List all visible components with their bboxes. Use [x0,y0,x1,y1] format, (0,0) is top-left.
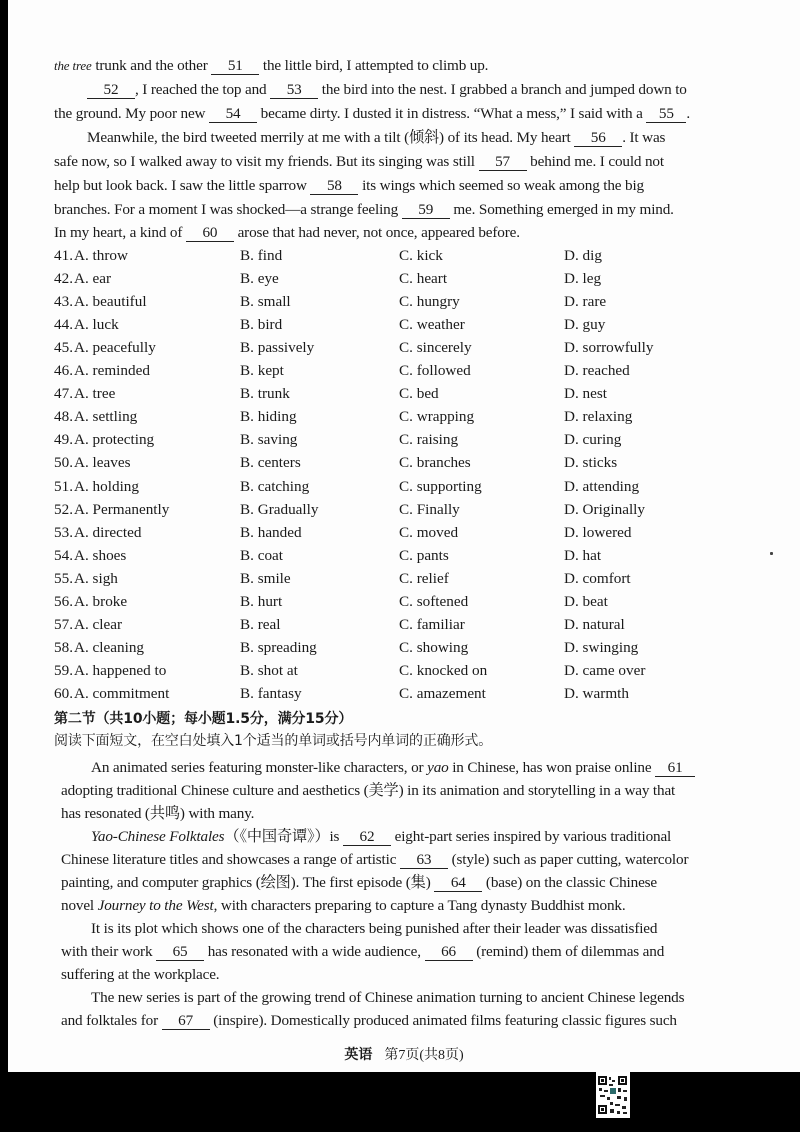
option-row [8,383,800,405]
option-d: D. relaxing [564,408,633,426]
passage-line: the tree trunk and the other 51 the little bird, I attempted to climb up. [54,57,489,74]
blank-52: 52 [87,82,135,99]
option-b: B. centers [240,454,301,472]
blank-66: 66 [425,944,473,961]
passage-line: help but look back. I saw the little sparrow 58 its wings which seemed so weak among the big [54,177,644,194]
blank-59: 59 [402,202,450,219]
blank-57: 57 [479,154,527,171]
option-a: A. ear [74,270,112,288]
option-b: B. hurt [240,592,283,610]
option-row [8,291,800,313]
option-d: D. came over [564,661,646,679]
passage-line: Yao-Chinese Folktales（《中国奇谭》）is 62 eight-part series inspired by various traditional [91,828,672,845]
question-number: 60. [54,684,73,702]
option-c: C. knocked on [399,661,488,679]
option-c: C. sincerely [399,339,472,357]
question-number: 46. [54,362,73,380]
blank-63: 63 [400,852,448,869]
question-number: 55. [54,569,73,587]
option-b: B. hiding [240,408,297,426]
option-row [8,568,800,590]
passage-line: suffering at the workplace. [61,966,220,983]
passage-line: Chinese literature titles and showcases a range of artistic 63 (style) such as paper cutting, watercolor [61,851,689,868]
option-b: B. saving [240,431,298,449]
question-number: 51. [54,477,73,495]
option-a: A. directed [74,523,142,541]
option-b: B. eye [240,270,279,288]
question-number: 43. [54,293,73,311]
question-number: 52. [54,500,73,518]
blank-58: 58 [310,178,358,195]
option-row [8,360,800,382]
option-d: D. leg [564,270,602,288]
blank-60: 60 [186,225,234,242]
qr-code-icon[interactable] [596,1072,630,1118]
option-d: D. hat [564,546,602,564]
option-row [8,406,800,428]
option-b: B. catching [240,477,310,495]
option-row [8,683,800,705]
option-c: C. branches [399,454,471,472]
option-d: D. sorrowfully [564,339,654,357]
option-b: B. shot at [240,661,298,679]
option-b: B. trunk [240,385,290,403]
option-a: A. happened to [74,661,167,679]
question-number: 57. [54,615,73,633]
option-d: D. dig [564,247,602,264]
option-a: A. broke [74,592,128,610]
question-number: 41. [54,247,73,264]
option-a: A. cleaning [74,638,145,656]
blank-54: 54 [209,106,257,123]
option-row [8,614,800,636]
option-b: B. kept [240,362,284,380]
passage-line: with their work 65 has resonated with a wide audience, 66 (remind) them of dilemmas and [61,943,665,960]
option-d: D. Originally [564,500,645,518]
option-d: D. comfort [564,569,631,587]
option-d: D. attending [564,477,640,495]
option-a: A. tree [74,385,116,403]
passage-line: The new series is part of the growing trend of Chinese animation turning to ancient Chinese legends [91,989,685,1006]
option-c: C. supporting [399,477,482,495]
question-number: 44. [54,316,73,334]
option-row [8,429,800,451]
blank-61: 61 [655,760,695,777]
question-number: 58. [54,638,73,656]
passage-line: It is its plot which shows one of the characters being punished after their leader was dissatisfied [91,920,658,937]
passage-line: branches. For a moment I was shocked—a strange feeling 59 me. Something emerged in my mind. [54,201,674,218]
question-number: 47. [54,385,73,403]
option-b: B. real [240,615,281,633]
option-d: D. lowered [564,523,632,541]
option-c: C. followed [399,362,471,380]
option-a: A. sigh [74,569,118,587]
option-c: C. kick [399,247,443,264]
option-b: B. passively [240,339,315,357]
option-d: D. nest [564,385,608,403]
question-number: 42. [54,270,73,288]
question-number: 50. [54,454,73,472]
exam-page [8,0,800,1072]
option-a: A. clear [74,615,123,633]
subject-label: 英语 [344,1047,373,1063]
question-number: 48. [54,408,73,426]
passage-line: safe now, so I walked away to visit my friends. But its singing was still 57 behind me. I could not [54,153,664,170]
option-c: C. wrapping [399,408,475,426]
passage-line: An animated series featuring monster-like characters, or yao in Chinese, has won praise online 61 [91,758,695,778]
option-row [8,660,800,682]
option-d: D. swinging [564,638,639,656]
option-c: C. pants [399,546,449,564]
option-d: D. sticks [564,454,618,472]
passage-line: painting, and computer graphics (绘图). The first episode (集) 64 (base) on the classic Chinese [61,874,658,891]
blank-65: 65 [156,944,204,961]
option-c: C. heart [399,270,448,288]
option-a: A. luck [74,316,119,334]
option-d: D. rare [564,293,607,311]
option-b: B. bird [240,316,283,334]
option-c: C. weather [399,316,465,334]
question-number: 59. [54,661,73,679]
option-c: C. hungry [399,293,460,311]
option-a: A. throw [74,247,128,264]
option-a: A. Permanently [74,500,170,518]
blank-53: 53 [270,82,318,99]
question-number: 56. [54,592,73,610]
option-a: A. commitment [74,684,170,702]
question-number: 49. [54,431,73,449]
page-footer [8,1044,800,1064]
option-row [8,591,800,613]
option-c: C. Finally [399,500,460,518]
option-a: A. protecting [74,431,155,449]
option-b: B. smile [240,569,291,587]
option-a: A. reminded [74,362,150,380]
option-b: B. coat [240,546,284,564]
passage-line: In my heart, a kind of 60 arose that had never, not once, appeared before. [54,224,520,241]
option-c: C. relief [399,569,449,587]
option-b: B. small [240,293,291,311]
option-row [8,452,800,474]
option-row [8,499,800,521]
blank-56: 56 [574,130,622,147]
option-row [8,314,800,336]
option-b: B. Gradually [240,500,319,518]
option-a: A. settling [74,408,138,426]
option-c: C. raising [399,431,459,449]
option-b: B. handed [240,523,302,541]
scan-speck [770,552,773,555]
option-row [8,337,800,359]
passage-line: 52 , I reached the top and 53 the bird into the nest. I grabbed a branch and jumped down to [87,80,687,100]
option-d: D. natural [564,615,625,633]
option-a: A. peacefully [74,339,156,357]
option-a: A. leaves [74,454,131,472]
blank-62: 62 [343,829,391,846]
passage-line: and folktales for 67 (inspire). Domestically produced animated films featuring classic figures such [61,1012,677,1029]
option-b: B. fantasy [240,684,302,702]
option-b: B. spreading [240,638,317,656]
question-number: 45. [54,339,73,357]
blank-55: 55 [646,106,686,123]
blank-51: 51 [211,58,259,75]
option-a: A. beautiful [74,293,147,311]
option-d: D. warmth [564,684,629,702]
question-number: 54. [54,546,73,564]
option-d: D. reached [564,362,630,380]
option-row [8,522,800,544]
option-row [8,245,800,267]
passage-line: adopting traditional Chinese culture and aesthetics (美学) in its animation and storytelling in a way that [61,782,676,799]
option-a: A. holding [74,477,139,495]
passage-line: Meanwhile, the bird tweeted merrily at me with a tilt (倾斜) of its head. My heart 56 . It was [87,129,666,146]
passage-line: has resonated (共鸣) with many. [61,805,255,822]
blank-67: 67 [162,1013,210,1030]
option-row [8,545,800,567]
section-instruction: 阅读下面短文，在空白处填入1个适当的单词或括号内单词的正确形式。 [54,733,493,749]
passage-line: the ground. My poor new 54 became dirty. I dusted it in distress. “What a mess,” I said with a 55 . [54,105,691,122]
option-c: C. moved [399,523,459,541]
option-c: C. amazement [399,684,486,702]
option-a: A. shoes [74,546,127,564]
option-b: B. find [240,247,283,264]
page-number: 第7页(共8页) [384,1048,464,1063]
section-heading: 第二节（共10小题；每小题1.5分，满分15分） [54,711,353,727]
option-c: C. softened [399,592,469,610]
option-c: C. familiar [399,615,465,633]
option-d: D. guy [564,316,606,334]
option-d: D. curing [564,431,622,449]
option-c: C. showing [399,638,469,656]
option-d: D. beat [564,592,608,610]
question-number: 53. [54,523,73,541]
option-c: C. bed [399,385,439,403]
option-row [8,637,800,659]
option-row [8,476,800,498]
option-row [8,268,800,290]
blank-64: 64 [434,875,482,892]
passage-line: novel Journey to the West, with characters preparing to capture a Tang dynasty Buddhist monk. [61,897,626,914]
